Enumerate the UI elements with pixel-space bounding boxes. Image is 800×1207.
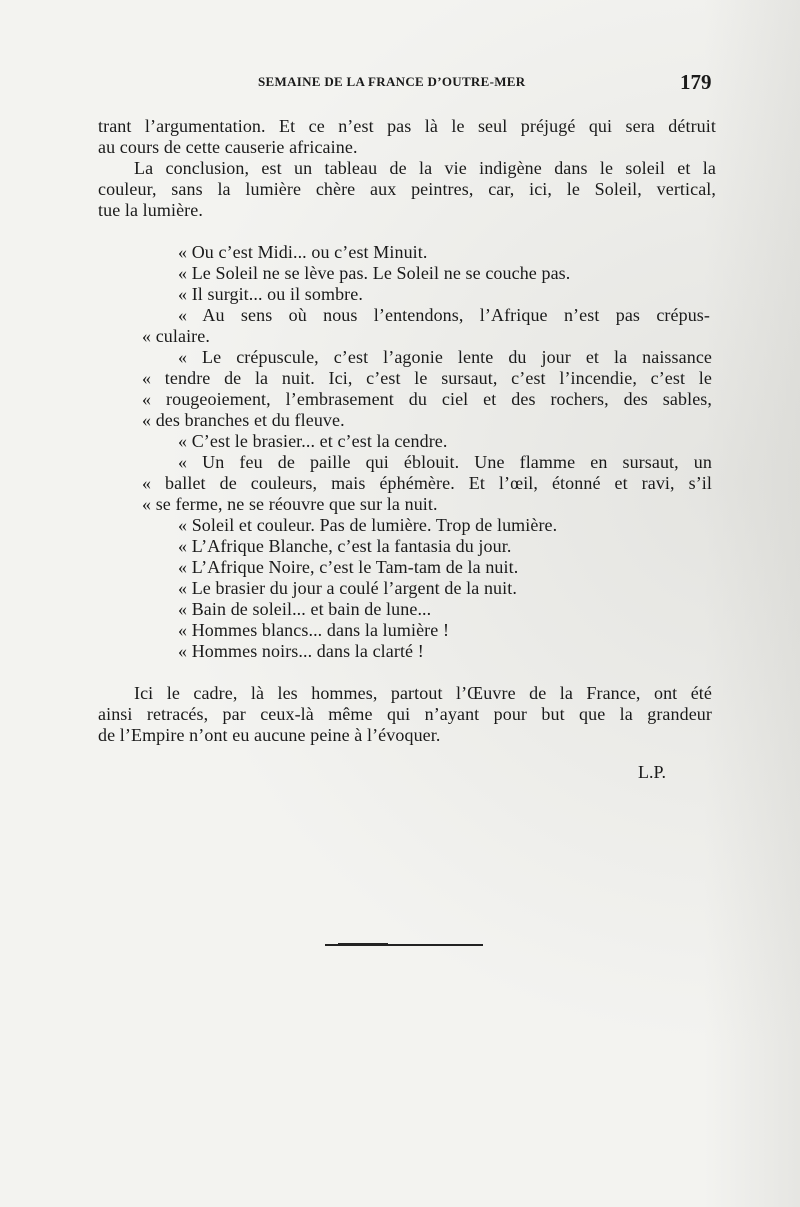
quote-line: « L’Afrique Blanche, c’est la fantasia du jour. — [178, 536, 512, 556]
author-signature: L.P. — [638, 762, 667, 782]
quote-line: « Au sens où nous l’entendons, l’Afrique n’est pas crépus- — [178, 305, 710, 325]
quote-line: « des branches et du fleuve. — [142, 410, 345, 430]
quote-line: « C’est le brasier... et c’est la cendre. — [178, 431, 448, 451]
quote-line: « Un feu de paille qui éblouit. Une flamme en sursaut, un — [178, 452, 712, 472]
quote-line: « Hommes blancs... dans la lumière ! — [178, 620, 450, 640]
quote-line: « Hommes noirs... dans la clarté ! — [178, 641, 424, 661]
text-line: ainsi retracés, par ceux-là même qui n’ayant pour but que la grandeur — [98, 704, 712, 724]
quote-line: « Il surgit... ou il sombre. — [178, 284, 363, 304]
quote-line: « se ferme, ne se réouvre que sur la nuit. — [142, 494, 438, 514]
quote-line: « Le brasier du jour a coulé l’argent de la nuit. — [178, 578, 517, 598]
text-line: tue la lumière. — [98, 200, 203, 220]
quote-line: « Le crépuscule, c’est l’agonie lente du jour et la naissance — [178, 347, 712, 367]
quote-line: « Soleil et couleur. Pas de lumière. Trop de lumière. — [178, 515, 558, 535]
text-line: de l’Empire n’ont eu aucune peine à l’évoquer. — [98, 725, 441, 745]
quote-line: « ballet de couleurs, mais éphémère. Et l’œil, étonné et ravi, s’il — [142, 473, 712, 493]
running-header: SEMAINE DE LA FRANCE D’OUTRE-MER — [258, 74, 526, 89]
quote-line: « rougeoiement, l’embrasement du ciel et des rochers, des sables, — [142, 389, 712, 409]
text-line: La conclusion, est un tableau de la vie indigène dans le soleil et la — [134, 158, 716, 178]
quote-line: « Ou c’est Midi... ou c’est Minuit. — [178, 242, 428, 262]
closing-rule-accent — [338, 943, 388, 946]
quote-line: « L’Afrique Noire, c’est le Tam-tam de la nuit. — [178, 557, 519, 577]
quote-line: « Le Soleil ne se lève pas. Le Soleil ne se couche pas. — [178, 263, 571, 283]
quote-line: « Bain de soleil... et bain de lune... — [178, 599, 432, 619]
page-number: 179 — [680, 70, 712, 94]
text-line: au cours de cette causerie africaine. — [98, 137, 358, 157]
text-line: couleur, sans la lumière chère aux peintres, car, ici, le Soleil, vertical, — [98, 179, 716, 199]
quote-line: « tendre de la nuit. Ici, c’est le sursaut, c’est l’incendie, c’est le — [142, 368, 712, 388]
text-line: trant l’argumentation. Et ce n’est pas là le seul préjugé qui sera détruit — [98, 116, 716, 136]
quote-line: « culaire. — [142, 326, 210, 346]
text-line: Ici le cadre, là les hommes, partout l’Œuvre de la France, ont été — [134, 683, 712, 703]
